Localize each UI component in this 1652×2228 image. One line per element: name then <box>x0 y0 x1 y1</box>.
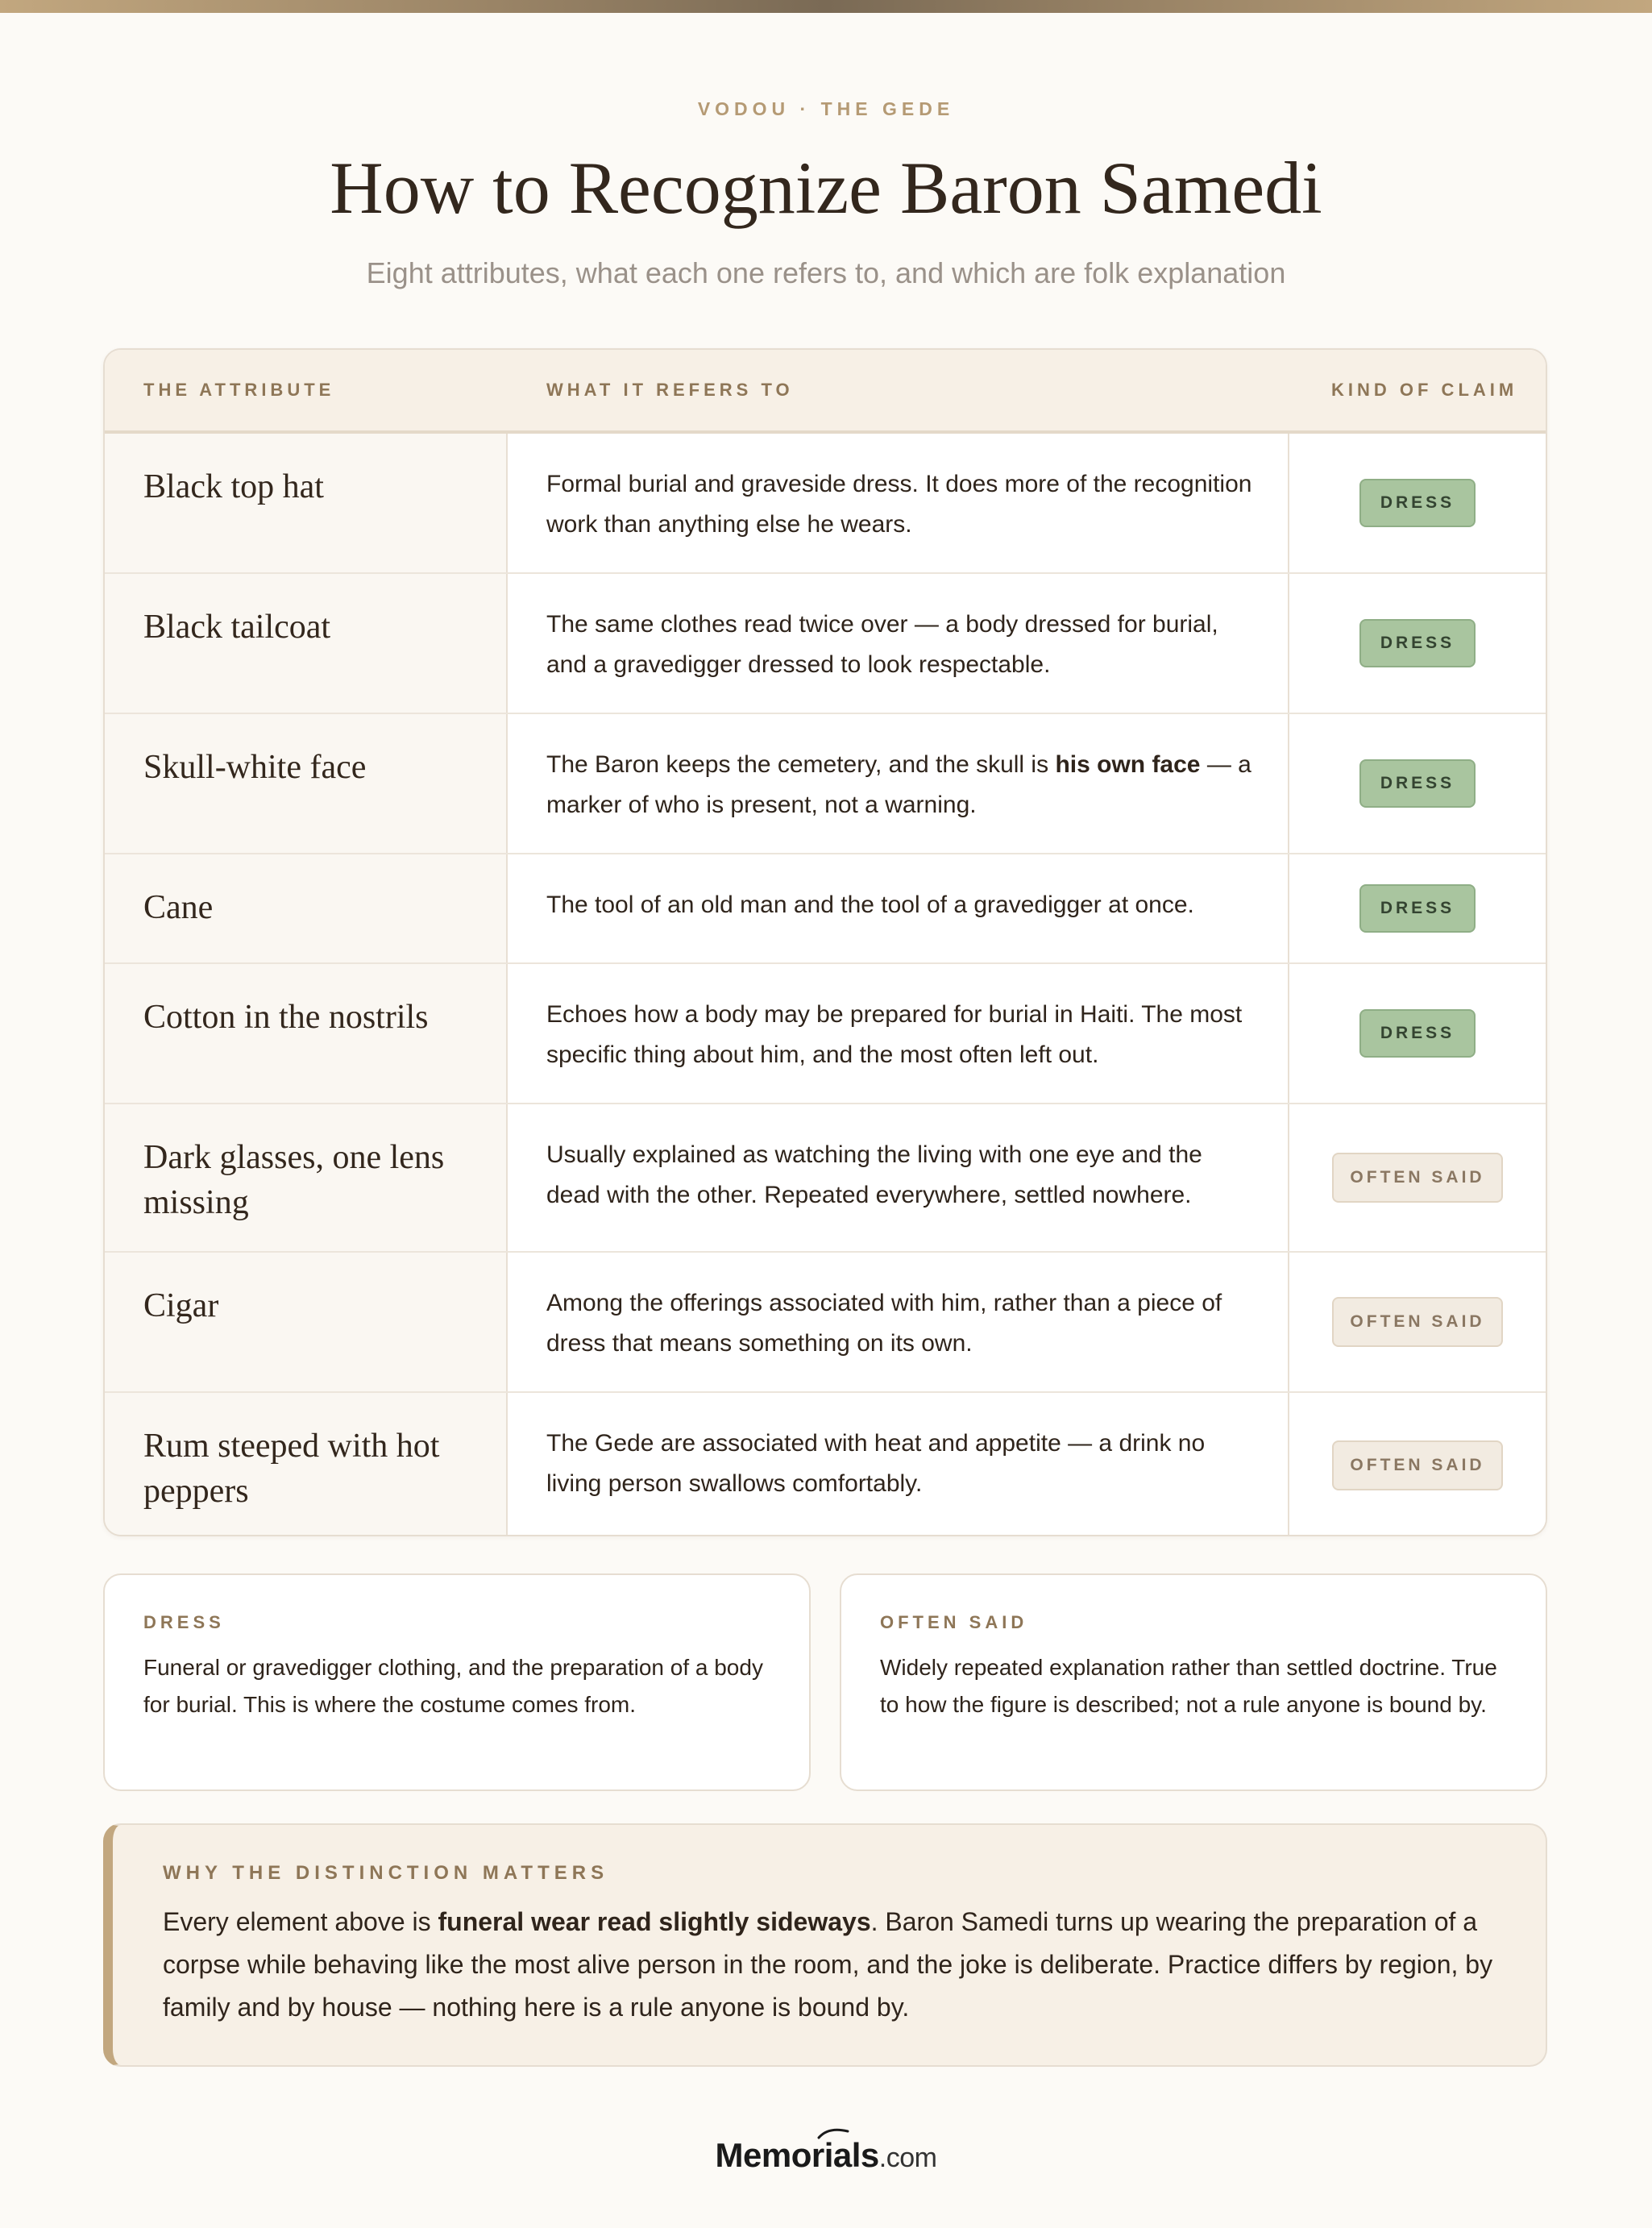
logo-swoosh-icon <box>817 2125 849 2141</box>
logo-suffix: .com <box>878 2143 937 2173</box>
page-title: How to Recognize Baron Samedi <box>330 147 1322 229</box>
legend-card-often-said <box>840 1573 1547 1791</box>
table-row <box>105 1253 1546 1393</box>
column-header-refers: WHAT IT REFERS TO <box>546 380 794 400</box>
table-row <box>105 1393 1546 1536</box>
legend-heading: OFTEN SAID <box>880 1612 1028 1632</box>
attribute-name: Cigar <box>143 1287 219 1324</box>
column-header-attribute: THE ATTRIBUTE <box>143 380 335 400</box>
legend-card-dress <box>103 1573 811 1791</box>
attribute-name: Cane <box>143 889 214 926</box>
claim-badge-dress: DRESS <box>1359 759 1476 808</box>
eyebrow: VODOU · THE GEDE <box>697 98 955 119</box>
claim-badge-dress: DRESS <box>1359 884 1476 933</box>
memorials-logo[interactable] <box>0 2136 1652 2175</box>
claim-badge-dress: DRESS <box>1359 1009 1476 1058</box>
attribute-name: Black tailcoat <box>143 609 331 646</box>
claim-badge-often-said: OFTEN SAID <box>1332 1297 1503 1347</box>
attribute-name: Rum steeped with hot peppers <box>143 1428 440 1510</box>
legend-heading: DRESS <box>143 1612 225 1632</box>
legend-text: Widely repeated explanation rather than settled doctrine. True to how the figure is described; not a rule anyone is bound by. <box>880 1655 1497 1717</box>
attribute-meaning: Among the offerings associated with him, rather than a piece of dress that means something on its own. <box>546 1290 1222 1357</box>
top-accent-bar <box>0 0 1652 13</box>
table-row <box>105 964 1546 1104</box>
table-row <box>105 574 1546 714</box>
note-heading: WHY THE DISTINCTION MATTERS <box>163 1862 609 1884</box>
attribute-meaning: Echoes how a body may be prepared for burial in Haiti. The most specific thing about him, and the most often left out. <box>546 1001 1243 1068</box>
logo-wordmark: Memorials <box>715 2136 879 2174</box>
attribute-meaning: Usually explained as watching the living with one eye and the dead with the other. Repeated everywhere, settled nowhere. <box>546 1141 1202 1208</box>
table-row <box>105 854 1546 964</box>
distinction-note <box>103 1823 1547 2067</box>
attributes-table <box>103 348 1547 1536</box>
attribute-name: Cotton in the nostrils <box>143 999 429 1036</box>
table-row <box>105 714 1546 854</box>
attribute-meaning: The same clothes read twice over — a body dressed for burial, and a gravedigger dressed to look respectable. <box>546 611 1218 678</box>
table-row <box>105 434 1546 574</box>
attribute-meaning: The tool of an old man and the tool of a gravedigger at once. <box>546 892 1194 918</box>
table-row <box>105 1104 1546 1253</box>
table-header <box>105 350 1546 434</box>
claim-badge-dress: DRESS <box>1359 479 1476 527</box>
page-subtitle: Eight attributes, what each one refers to, and which are folk explanation <box>366 256 1286 289</box>
attribute-name: Dark glasses, one lens missing <box>143 1139 445 1221</box>
claim-badge-dress: DRESS <box>1359 619 1476 667</box>
attribute-meaning: The Gede are associated with heat and appetite — a drink no living person swallows comfortably. <box>546 1430 1206 1497</box>
legend-text: Funeral or gravedigger clothing, and the preparation of a body for burial. This is where the costume comes from. <box>143 1655 763 1717</box>
column-header-claim: KIND OF CLAIM <box>1331 380 1518 400</box>
attribute-name: Black top hat <box>143 468 324 505</box>
attribute-meaning: Formal burial and graveside dress. It does more of the recognition work than anything else he wears. <box>546 471 1252 538</box>
claim-badge-often-said: OFTEN SAID <box>1332 1440 1503 1490</box>
note-text: Every element above is funeral wear read slightly sideways. Baron Samedi turns up wearing the preparation of a corpse while behaving like the most alive person in the room, and the joke is deliberate. Practice differs by region, by family and by house — nothing here is a rule anyone is bound by. <box>163 1907 1493 2022</box>
claim-badge-often-said: OFTEN SAID <box>1332 1153 1503 1203</box>
attribute-meaning: The Baron keeps the cemetery, and the skull is his own face — a marker of who is present, not a warning. <box>546 751 1251 818</box>
attribute-name: Skull-white face <box>143 749 367 786</box>
